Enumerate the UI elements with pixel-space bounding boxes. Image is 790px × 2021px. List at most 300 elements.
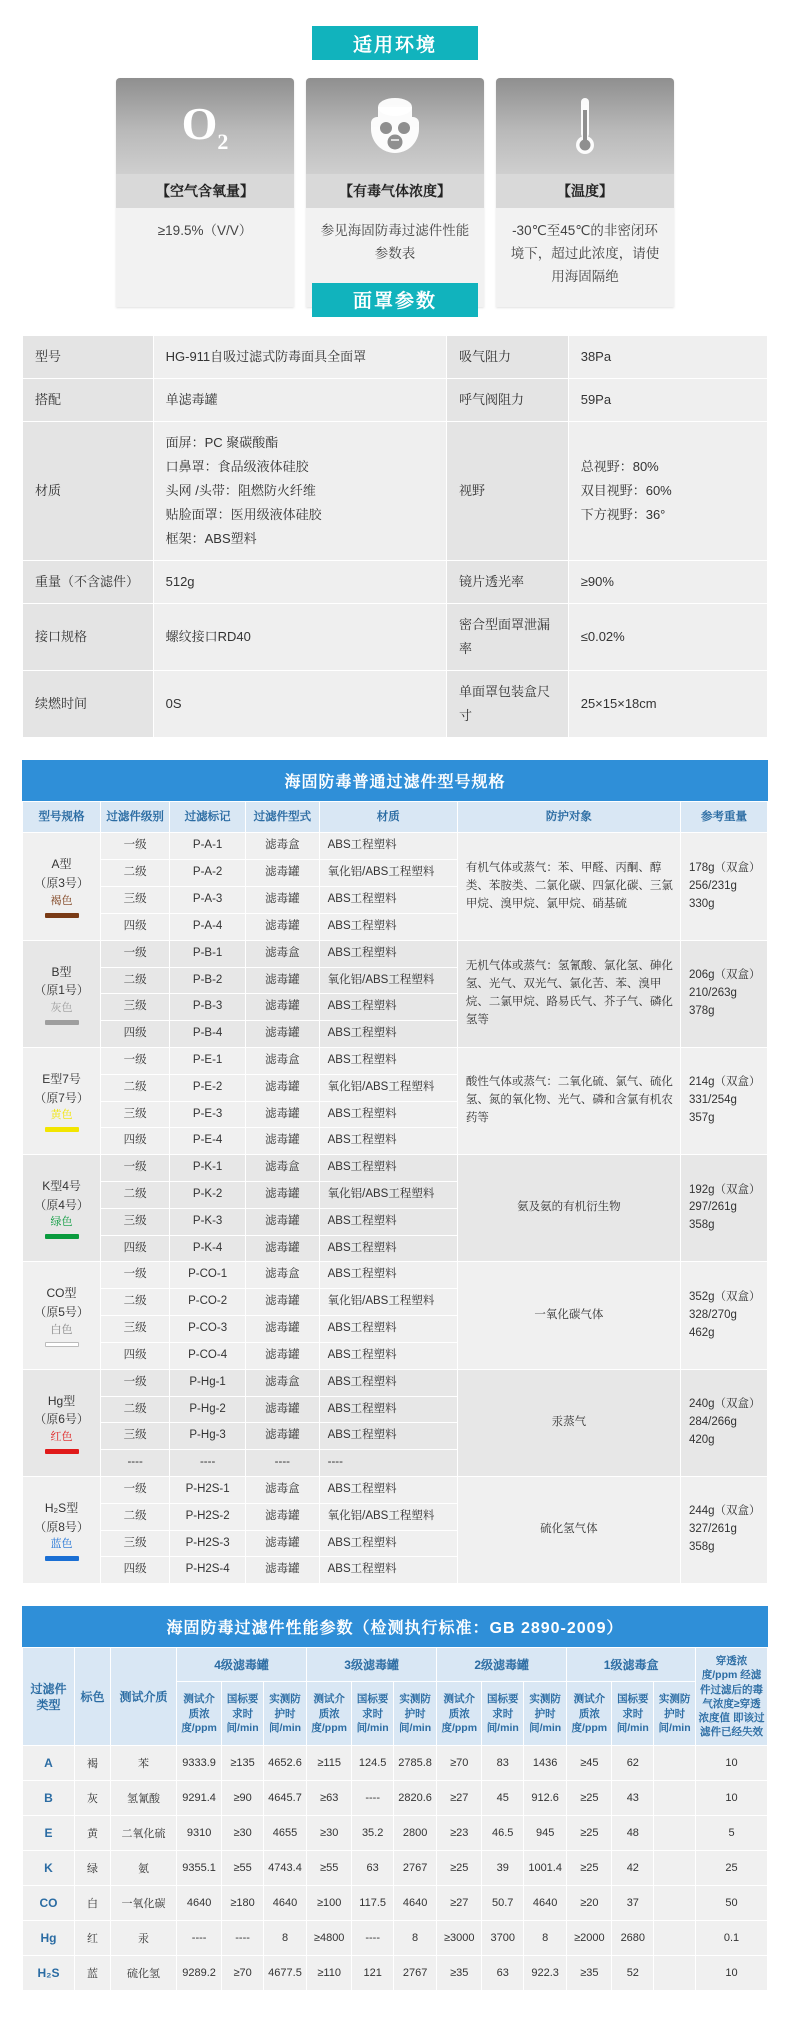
perf-penetration: 10	[696, 1746, 768, 1781]
filter-origin-name: （原3号）	[34, 876, 89, 891]
perf-l2-concentration: ≥70	[437, 1746, 482, 1781]
color-swatch	[45, 1234, 79, 1239]
perf-l3-measured-time: 2767	[394, 1851, 437, 1886]
perf-filter-type: E	[23, 1816, 75, 1851]
filter-level: 二级	[101, 1074, 170, 1101]
filter-material: ABS工程塑料	[319, 1047, 457, 1074]
perf-l4-measured-time: 4645.7	[263, 1781, 306, 1816]
filter-model-table	[22, 801, 768, 1584]
perf-l4-measured-time: 4677.5	[263, 1956, 306, 1991]
col-protection-target: 防护对象	[457, 802, 680, 833]
filter-origin-name: （原1号）	[34, 983, 89, 998]
section-title-environment: 适用环境	[312, 26, 478, 60]
table-row	[23, 1746, 768, 1781]
perf-color-mark: 黄	[75, 1816, 111, 1851]
perf-l1-measured-time	[654, 1921, 696, 1956]
filter-material: ----	[319, 1450, 457, 1477]
filter-material: 氧化铝/ABS工程塑料	[319, 860, 457, 887]
filter-color-name: 红色	[50, 1430, 73, 1443]
sub-col-concentration: 测试介质浓度/ppm	[567, 1681, 612, 1745]
filter-level: 二级	[101, 1289, 170, 1316]
protection-target: 硫化氢气体	[457, 1476, 680, 1583]
col-group-level1: 1级滤毒盒	[567, 1648, 696, 1682]
reference-weight: 178g（双盒）256/231g 330g	[680, 833, 767, 940]
filter-mark: P-Hg-2	[170, 1396, 246, 1423]
vision-key: 视野	[446, 421, 568, 560]
filter-material: ABS工程塑料	[319, 1021, 457, 1048]
param-key: 续燃时间	[23, 671, 154, 738]
param-value: HG-911自吸过滤式防毒面具全面罩	[153, 335, 446, 378]
perf-l1-concentration: ≥35	[567, 1956, 612, 1991]
filter-form: 滤毒罐	[246, 913, 320, 940]
perf-penetration: 25	[696, 1851, 768, 1886]
filter-form: 滤毒罐	[246, 1074, 320, 1101]
perf-l4-required-time: ≥70	[222, 1956, 264, 1991]
filter-form: 滤毒盒	[246, 1047, 320, 1074]
col-filter-form: 过滤件型式	[246, 802, 320, 833]
perf-l2-concentration: ≥27	[437, 1781, 482, 1816]
mask-parameter-table	[22, 335, 768, 739]
sub-col-measured-time: 实测防护时间/min	[394, 1681, 437, 1745]
filter-type-name: CO型	[46, 1286, 77, 1301]
section-title-filter-models: 海固防毒普通过滤件型号规格	[22, 760, 768, 801]
filter-type-name: Hg型	[47, 1393, 76, 1408]
protection-target: 无机气体或蒸气：氢氰酸、氯化氢、砷化氢、光气、双光气、氯化苦、苯、溴甲烷、二氯甲烷、路易氏气、芥子气、磷化氢等	[457, 940, 680, 1047]
filter-mark: P-E-2	[170, 1074, 246, 1101]
filter-mark: P-K-3	[170, 1208, 246, 1235]
table-row	[23, 1851, 768, 1886]
env-card-icon-area	[116, 78, 294, 174]
perf-l3-required-time: 63	[352, 1851, 394, 1886]
filter-color-name: 蓝色	[50, 1538, 73, 1551]
reference-weight: 240g（双盒）284/266g 420g	[680, 1369, 767, 1476]
filter-model-spec-cell	[23, 1369, 101, 1476]
env-card-label: 【有毒气体浓度】	[306, 174, 484, 208]
table-row	[23, 1921, 768, 1956]
filter-mark: ----	[170, 1450, 246, 1477]
param-key: 单面罩包装盒尺寸	[446, 671, 568, 738]
filter-mark: P-K-1	[170, 1155, 246, 1182]
perf-l4-measured-time: 4652.6	[263, 1746, 306, 1781]
filter-material: ABS工程塑料	[319, 1342, 457, 1369]
section-title-mask-params: 面罩参数	[312, 283, 478, 317]
param-value: 25×15×18cm	[568, 671, 767, 738]
filter-material: 氧化铝/ABS工程塑料	[319, 1503, 457, 1530]
vision-line: 双目视野：60%	[580, 483, 672, 498]
param-value: 单滤毒罐	[153, 378, 446, 421]
perf-l4-required-time: ≥180	[222, 1886, 264, 1921]
sub-col-concentration: 测试介质浓度/ppm	[437, 1681, 482, 1745]
perf-l4-measured-time: 8	[263, 1921, 306, 1956]
param-key: 密合型面罩泄漏率	[446, 604, 568, 671]
col-group-level2: 2级滤毒罐	[437, 1648, 567, 1682]
filter-model-spec-cell	[23, 1476, 101, 1583]
filter-form: 滤毒盒	[246, 1262, 320, 1289]
perf-l4-concentration: 4640	[177, 1886, 222, 1921]
perf-test-medium: 二氧化硫	[111, 1816, 177, 1851]
filter-mark: P-A-2	[170, 860, 246, 887]
env-card-gas-concentration	[306, 78, 484, 307]
filter-level: 一级	[101, 833, 170, 860]
filter-level: 四级	[101, 1128, 170, 1155]
table-row	[23, 1047, 768, 1074]
perf-l3-measured-time: 2820.6	[394, 1781, 437, 1816]
table-row	[23, 1262, 768, 1289]
filter-origin-name: （原5号）	[34, 1305, 89, 1320]
perf-l2-required-time: 45	[482, 1781, 524, 1816]
env-card-body: ≥19.5%（V/V）	[116, 208, 294, 294]
perf-l2-concentration: ≥3000	[437, 1921, 482, 1956]
param-key: 呼气阀阻力	[446, 378, 568, 421]
perf-l2-measured-time: 4640	[524, 1886, 567, 1921]
filter-level: 三级	[101, 1101, 170, 1128]
table-header-row	[23, 802, 768, 833]
col-model-spec: 型号规格	[23, 802, 101, 833]
filter-mark: P-K-4	[170, 1235, 246, 1262]
protection-target: 氨及氨的有机衍生物	[457, 1155, 680, 1262]
perf-l3-required-time: 117.5	[352, 1886, 394, 1921]
perf-l3-required-time: ----	[352, 1921, 394, 1956]
filter-mark: P-H2S-1	[170, 1476, 246, 1503]
filter-mark: P-CO-1	[170, 1262, 246, 1289]
perf-l3-concentration: ≥63	[307, 1781, 352, 1816]
perf-l3-concentration: ≥30	[307, 1816, 352, 1851]
filter-material: ABS工程塑料	[319, 1208, 457, 1235]
perf-l1-required-time: 62	[612, 1746, 654, 1781]
sub-col-measured-time: 实测防护时间/min	[263, 1681, 306, 1745]
table-row	[23, 561, 768, 604]
filter-level: 三级	[101, 1530, 170, 1557]
material-value	[153, 421, 446, 560]
filter-color-name: 褐色	[50, 894, 73, 907]
color-swatch	[45, 1449, 79, 1454]
reference-weight: 214g（双盒）331/254g 357g	[680, 1047, 767, 1154]
sub-col-required-time: 国标要求时间/min	[482, 1681, 524, 1745]
filter-material: ABS工程塑料	[319, 1423, 457, 1450]
perf-l2-measured-time: 1436	[524, 1746, 567, 1781]
perf-test-medium: 汞	[111, 1921, 177, 1956]
col-group-level3: 3级滤毒罐	[307, 1648, 437, 1682]
table-row	[23, 335, 768, 378]
param-key: 接口规格	[23, 604, 154, 671]
table-row	[23, 1369, 768, 1396]
perf-l4-required-time: ≥135	[222, 1746, 264, 1781]
sub-col-concentration: 测试介质浓度/ppm	[307, 1681, 352, 1745]
filter-mark: P-CO-3	[170, 1316, 246, 1343]
perf-l4-concentration: ----	[177, 1921, 222, 1956]
table-row	[23, 1781, 768, 1816]
protection-target: 一氧化碳气体	[457, 1262, 680, 1369]
filter-mark: P-B-2	[170, 967, 246, 994]
filter-level: 二级	[101, 860, 170, 887]
filter-mark: P-E-4	[170, 1128, 246, 1155]
perf-l1-required-time: 2680	[612, 1921, 654, 1956]
color-swatch	[45, 1556, 79, 1561]
table-row-material	[23, 421, 768, 560]
perf-l4-required-time: ≥55	[222, 1851, 264, 1886]
param-key: 镜片透光率	[446, 561, 568, 604]
filter-type-name: K型4号	[42, 1179, 81, 1194]
perf-l2-required-time: 63	[482, 1956, 524, 1991]
table-row	[23, 1956, 768, 1991]
filter-color-name: 灰色	[50, 1001, 73, 1014]
perf-penetration: 0.1	[696, 1921, 768, 1956]
filter-level: ----	[101, 1450, 170, 1477]
perf-color-mark: 绿	[75, 1851, 111, 1886]
perf-l1-required-time: 42	[612, 1851, 654, 1886]
filter-form: 滤毒罐	[246, 1530, 320, 1557]
perf-l1-measured-time	[654, 1781, 696, 1816]
material-line: 头网 /头带：阻燃防火纤维	[165, 483, 316, 498]
col-color-mark: 标色	[75, 1648, 111, 1746]
filter-material: ABS工程塑料	[319, 1101, 457, 1128]
perf-l2-required-time: 50.7	[482, 1886, 524, 1921]
table-row	[23, 1886, 768, 1921]
filter-model-spec-cell	[23, 1155, 101, 1262]
env-card-body: -30℃至45℃的非密闭环境下，超过此浓度，请使用海固隔绝	[496, 208, 674, 307]
filter-form: 滤毒罐	[246, 994, 320, 1021]
filter-form: 滤毒罐	[246, 1396, 320, 1423]
env-card-temperature	[496, 78, 674, 307]
param-key: 重量（不含滤件）	[23, 561, 154, 604]
filter-material: 氧化铝/ABS工程塑料	[319, 967, 457, 994]
filter-form: 滤毒罐	[246, 1503, 320, 1530]
filter-form: 滤毒罐	[246, 860, 320, 887]
perf-l1-required-time: 37	[612, 1886, 654, 1921]
filter-material: ABS工程塑料	[319, 1476, 457, 1503]
filter-type-name: H₂S型	[44, 1500, 79, 1515]
filter-form: 滤毒罐	[246, 1423, 320, 1450]
filter-mark: P-B-4	[170, 1021, 246, 1048]
filter-material: ABS工程塑料	[319, 913, 457, 940]
material-line: 口鼻罩：食品级液体硅胶	[165, 458, 309, 474]
col-material: 材质	[319, 802, 457, 833]
filter-mark: P-CO-4	[170, 1342, 246, 1369]
table-row	[23, 1476, 768, 1503]
perf-l1-concentration: ≥20	[567, 1886, 612, 1921]
filter-level: 一级	[101, 1155, 170, 1182]
filter-level: 一级	[101, 1369, 170, 1396]
protection-target: 有机气体或蒸气：苯、甲醛、丙酮、醇类、苯胺类、二氯化碳、四氯化碳、三氯甲烷、溴甲烷、氯甲烷、硝基硫	[457, 833, 680, 940]
perf-l4-required-time: ≥90	[222, 1781, 264, 1816]
filter-form: 滤毒罐	[246, 1342, 320, 1369]
reference-weight: 352g（双盒）328/270g 462g	[680, 1262, 767, 1369]
perf-l1-concentration: ≥25	[567, 1781, 612, 1816]
gas-mask-icon	[367, 95, 423, 157]
filter-mark: P-A-3	[170, 887, 246, 914]
param-value: 螺纹接口RD40	[153, 604, 446, 671]
filter-color-name: 绿色	[50, 1216, 73, 1229]
filter-level: 四级	[101, 1235, 170, 1262]
filter-mark: P-B-3	[170, 994, 246, 1021]
filter-origin-name: （原8号）	[34, 1519, 89, 1534]
perf-test-medium: 一氧化碳	[111, 1886, 177, 1921]
vision-line: 总视野：80%	[580, 458, 659, 474]
filter-mark: P-H2S-4	[170, 1557, 246, 1584]
perf-l4-concentration: 9355.1	[177, 1851, 222, 1886]
filter-mark: P-Hg-1	[170, 1369, 246, 1396]
filter-form: 滤毒盒	[246, 833, 320, 860]
perf-l3-measured-time: 2785.8	[394, 1746, 437, 1781]
filter-mark: P-E-1	[170, 1047, 246, 1074]
col-penetration-concentration: 穿透浓度/ppm 经滤件过滤后的毒气浓度≥穿透浓度值 即该过滤件已经失效	[696, 1648, 768, 1746]
perf-color-mark: 红	[75, 1921, 111, 1956]
perf-l1-concentration: ≥25	[567, 1816, 612, 1851]
filter-level: 一级	[101, 1476, 170, 1503]
perf-l3-concentration: ≥110	[307, 1956, 352, 1991]
filter-type-name: B型	[51, 964, 72, 979]
filter-level: 二级	[101, 1503, 170, 1530]
perf-l4-concentration: 9291.4	[177, 1781, 222, 1816]
perf-l1-measured-time	[654, 1851, 696, 1886]
env-card-oxygen	[116, 78, 294, 307]
param-value: ≥90%	[568, 561, 767, 604]
col-filter-level: 过滤件级别	[101, 802, 170, 833]
perf-filter-type: A	[23, 1746, 75, 1781]
color-swatch	[45, 913, 79, 918]
perf-penetration: 5	[696, 1816, 768, 1851]
performance-table	[22, 1647, 768, 1991]
perf-color-mark: 蓝	[75, 1956, 111, 1991]
filter-form: 滤毒盒	[246, 1476, 320, 1503]
perf-l1-measured-time	[654, 1746, 696, 1781]
perf-l3-measured-time: 2800	[394, 1816, 437, 1851]
param-value: 512g	[153, 561, 446, 604]
perf-color-mark: 白	[75, 1886, 111, 1921]
table-row	[23, 378, 768, 421]
o2-icon: $O_2$	[181, 97, 229, 155]
perf-penetration: 50	[696, 1886, 768, 1921]
perf-test-medium: 硫化氢	[111, 1956, 177, 1991]
filter-form: 滤毒盒	[246, 1155, 320, 1182]
env-card-label: 【空气含氧量】	[116, 174, 294, 208]
col-reference-weight: 参考重量	[680, 802, 767, 833]
filter-model-spec-cell	[23, 940, 101, 1047]
filter-material: 氧化铝/ABS工程塑料	[319, 1074, 457, 1101]
param-value: ≤0.02%	[568, 604, 767, 671]
filter-form: 滤毒罐	[246, 967, 320, 994]
perf-l3-measured-time: 2767	[394, 1956, 437, 1991]
color-swatch	[45, 1127, 79, 1132]
perf-l4-required-time: ≥30	[222, 1816, 264, 1851]
filter-level: 三级	[101, 1423, 170, 1450]
filter-mark: P-E-3	[170, 1101, 246, 1128]
filter-material: ABS工程塑料	[319, 1557, 457, 1584]
filter-level: 四级	[101, 1021, 170, 1048]
col-filter-type: 过滤件类型	[23, 1648, 75, 1746]
table-header-row-groups	[23, 1648, 768, 1682]
filter-material: ABS工程塑料	[319, 1530, 457, 1557]
filter-level: 二级	[101, 967, 170, 994]
filter-mark: P-CO-2	[170, 1289, 246, 1316]
filter-mark: P-H2S-2	[170, 1503, 246, 1530]
perf-l1-measured-time	[654, 1816, 696, 1851]
perf-penetration: 10	[696, 1781, 768, 1816]
perf-l1-concentration: ≥2000	[567, 1921, 612, 1956]
table-row	[23, 940, 768, 967]
environment-card-row	[0, 78, 790, 307]
col-filter-mark: 过滤标记	[170, 802, 246, 833]
perf-l4-concentration: 9333.9	[177, 1746, 222, 1781]
filter-origin-name: （原6号）	[34, 1412, 89, 1427]
col-group-level4: 4级滤毒罐	[177, 1648, 307, 1682]
material-line: 框架：ABS塑料	[165, 531, 257, 547]
filter-form: 滤毒罐	[246, 1557, 320, 1584]
vision-value	[568, 421, 767, 560]
filter-level: 四级	[101, 1557, 170, 1584]
filter-level: 二级	[101, 1396, 170, 1423]
material-line: 贴脸面罩：医用级液体硅胶	[165, 507, 322, 523]
perf-l3-concentration: ≥115	[307, 1746, 352, 1781]
filter-color-name: 黄色	[50, 1109, 73, 1122]
param-key: 型号	[23, 335, 154, 378]
perf-color-mark: 褐	[75, 1746, 111, 1781]
filter-form: ----	[246, 1450, 320, 1477]
perf-l3-required-time: 121	[352, 1956, 394, 1991]
filter-form: 滤毒罐	[246, 1182, 320, 1209]
filter-level: 一级	[101, 940, 170, 967]
perf-l3-required-time: 124.5	[352, 1746, 394, 1781]
perf-l3-required-time: ----	[352, 1781, 394, 1816]
perf-l1-required-time: 43	[612, 1781, 654, 1816]
perf-l4-measured-time: 4743.4	[263, 1851, 306, 1886]
sub-col-measured-time: 实测防护时间/min	[654, 1681, 696, 1745]
color-swatch	[45, 1342, 79, 1347]
perf-l2-measured-time: 922.3	[524, 1956, 567, 1991]
perf-l1-required-time: 52	[612, 1956, 654, 1991]
perf-l2-required-time: 83	[482, 1746, 524, 1781]
protection-target: 汞蒸气	[457, 1369, 680, 1476]
perf-penetration: 10	[696, 1956, 768, 1991]
param-key: 吸气阻力	[446, 335, 568, 378]
perf-test-medium: 氢氰酸	[111, 1781, 177, 1816]
filter-form: 滤毒罐	[246, 1101, 320, 1128]
reference-weight: 244g（双盒）327/261g 358g	[680, 1476, 767, 1583]
filter-form: 滤毒罐	[246, 1289, 320, 1316]
color-swatch	[45, 1020, 79, 1025]
filter-material: ABS工程塑料	[319, 1155, 457, 1182]
reference-weight: 192g（双盒）297/261g 358g	[680, 1155, 767, 1262]
filter-material: ABS工程塑料	[319, 1262, 457, 1289]
protection-target: 酸性气体或蒸气：二氧化硫、氯气、硫化氢、氮的氧化物、光气、磷和含氯有机农药等	[457, 1047, 680, 1154]
filter-form: 滤毒罐	[246, 1235, 320, 1262]
table-row	[23, 833, 768, 860]
filter-level: 一级	[101, 1262, 170, 1289]
perf-l2-concentration: ≥23	[437, 1816, 482, 1851]
perf-l3-concentration: ≥55	[307, 1851, 352, 1886]
param-value: 38Pa	[568, 335, 767, 378]
sub-col-required-time: 国标要求时间/min	[612, 1681, 654, 1745]
table-row	[23, 1816, 768, 1851]
sub-col-required-time: 国标要求时间/min	[222, 1681, 264, 1745]
filter-level: 三级	[101, 994, 170, 1021]
perf-l2-concentration: ≥35	[437, 1956, 482, 1991]
filter-material: ABS工程塑料	[319, 833, 457, 860]
section-title-performance: 海固防毒过滤件性能参数（检测执行标准：GB 2890-2009）	[22, 1606, 768, 1647]
perf-l2-measured-time: 945	[524, 1816, 567, 1851]
env-card-icon-area	[306, 78, 484, 174]
param-value: 0S	[153, 671, 446, 738]
perf-test-medium: 氨	[111, 1851, 177, 1886]
filter-mark: P-A-4	[170, 913, 246, 940]
perf-l2-measured-time: 912.6	[524, 1781, 567, 1816]
filter-form: 滤毒罐	[246, 1208, 320, 1235]
filter-form: 滤毒罐	[246, 887, 320, 914]
perf-l3-concentration: ≥4800	[307, 1921, 352, 1956]
filter-material: 氧化铝/ABS工程塑料	[319, 1289, 457, 1316]
env-card-label: 【温度】	[496, 174, 674, 208]
filter-mark: P-B-1	[170, 940, 246, 967]
